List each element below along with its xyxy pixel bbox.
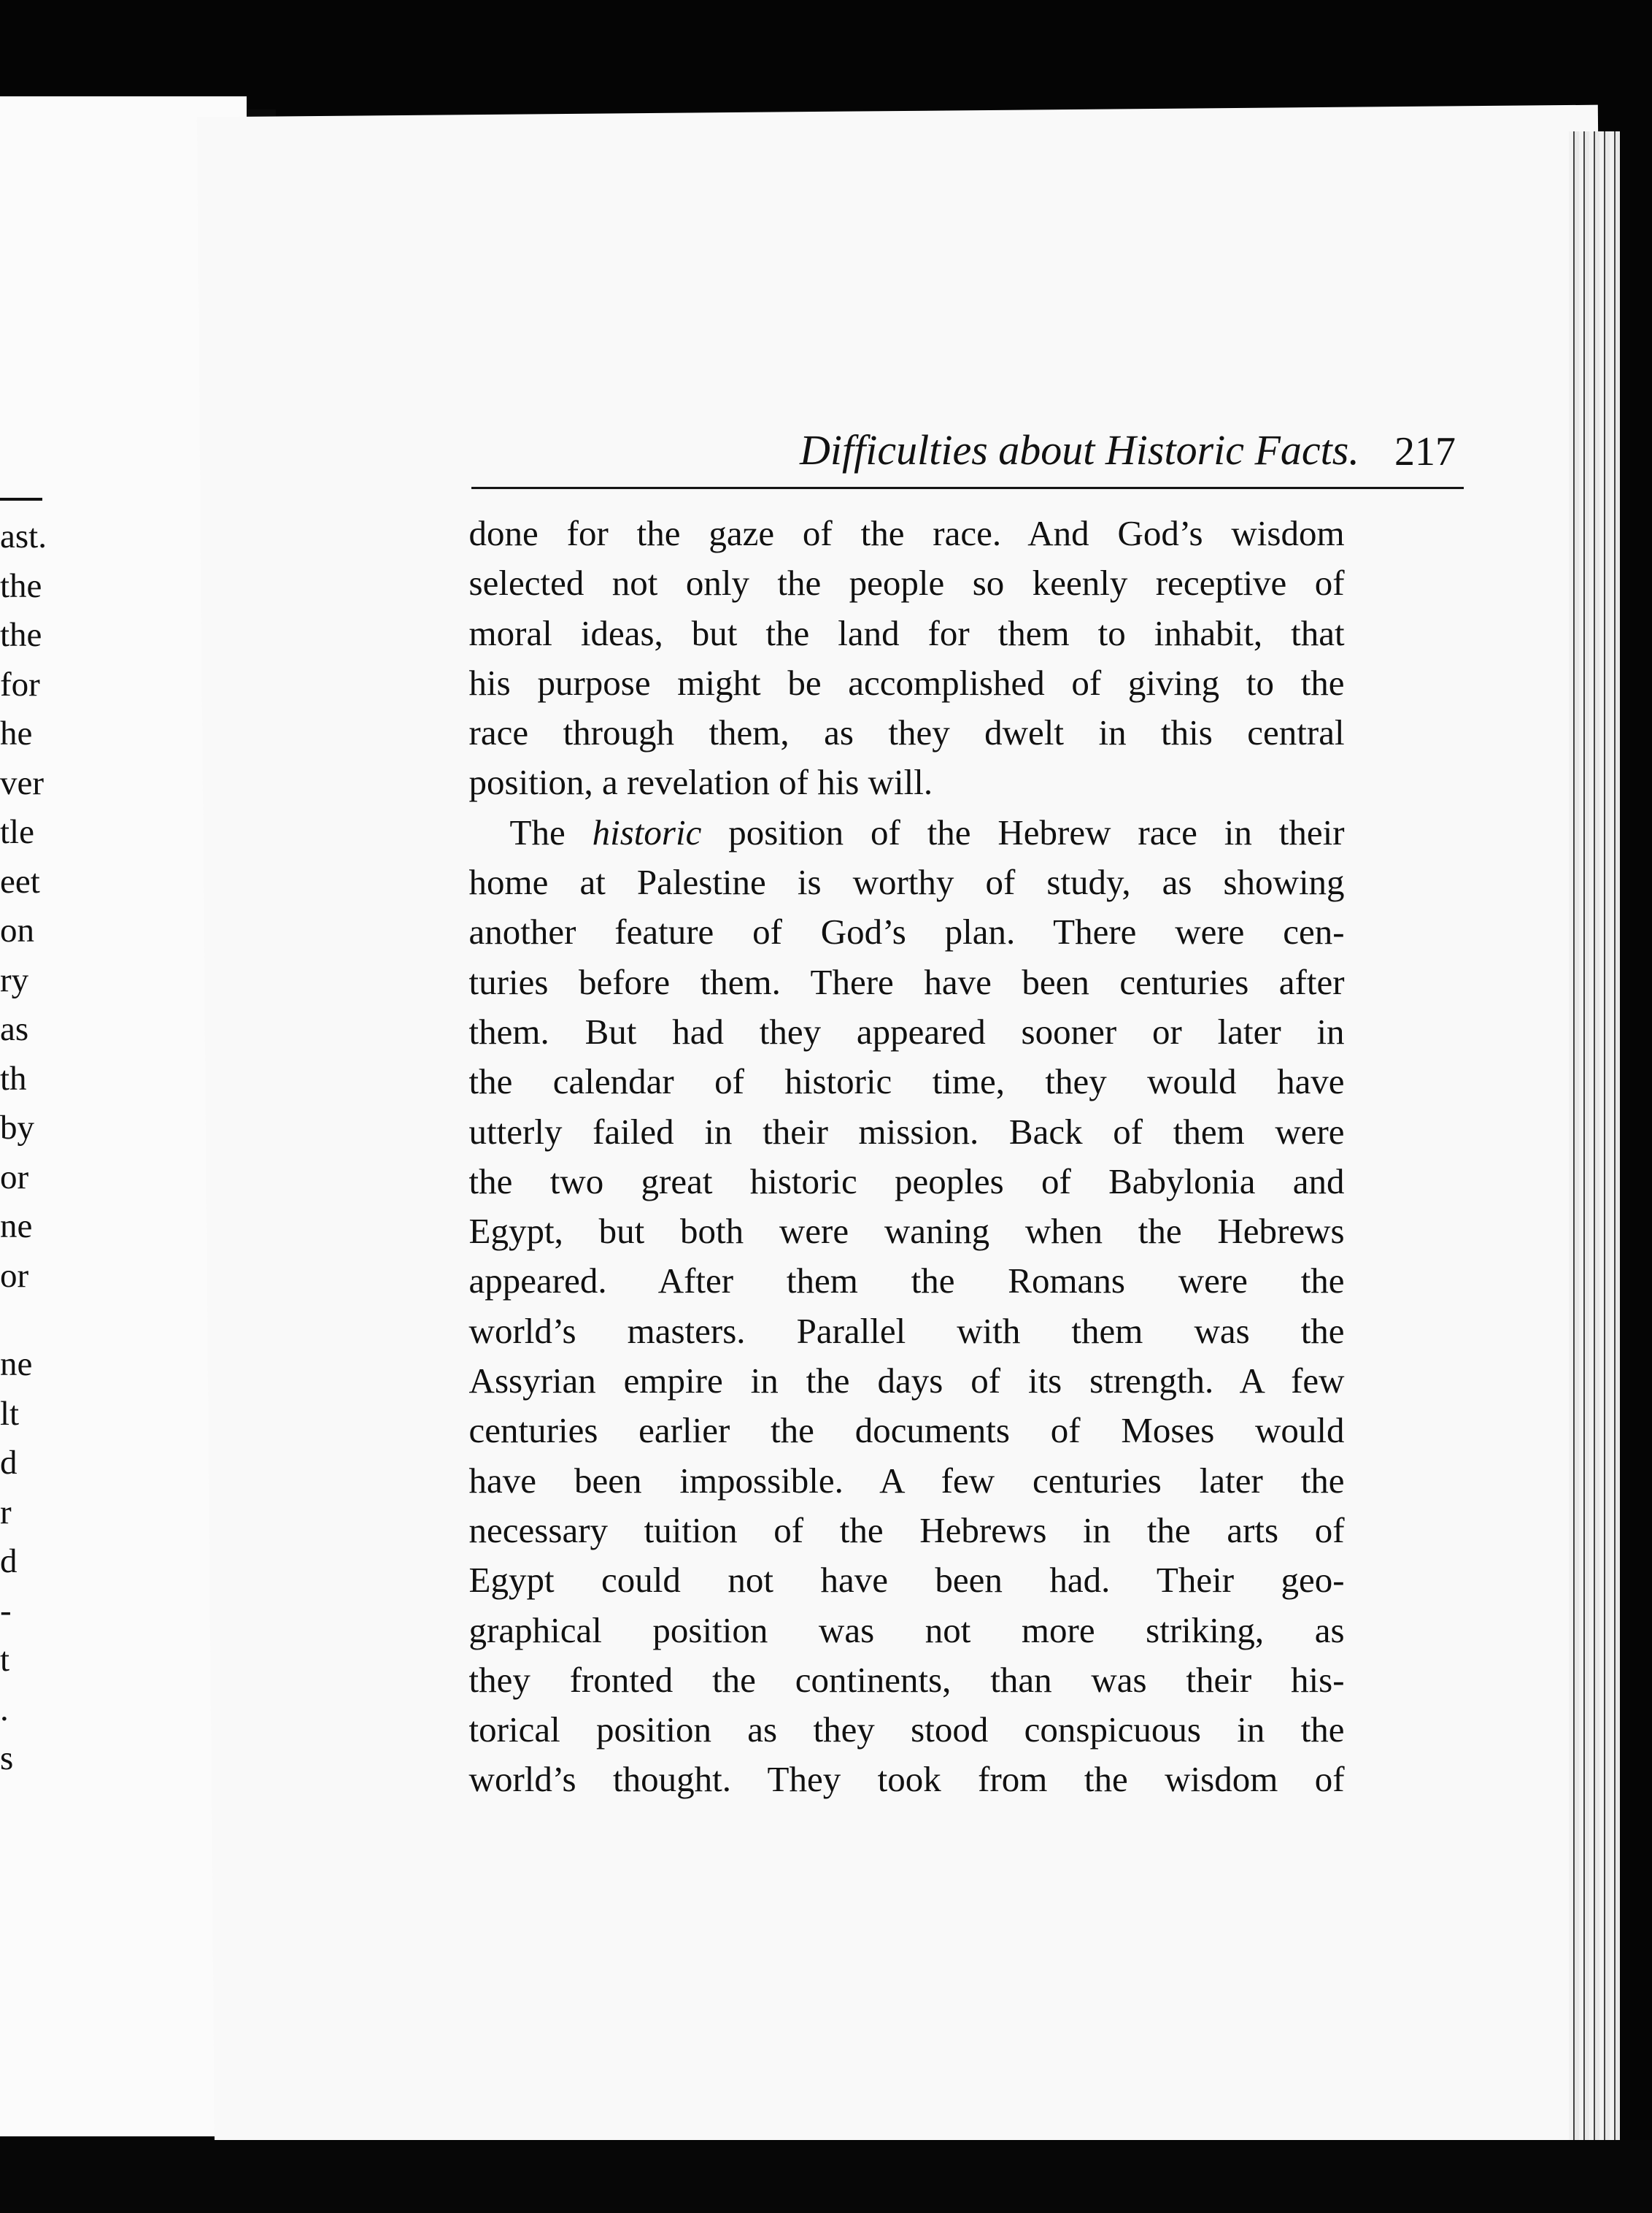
left-fragment: d (0, 1542, 18, 1580)
left-fragment: ne (0, 1345, 33, 1383)
left-fragment: ne (0, 1207, 33, 1245)
left-fragment: - (0, 1591, 12, 1630)
text-line: moral ideas, but the land for them to inhabit, that (468, 612, 1345, 653)
left-fragment: or (0, 1256, 29, 1295)
left-fragment: r (0, 1493, 12, 1531)
running-head (471, 426, 1493, 499)
left-fragment: by (0, 1109, 34, 1147)
text-line: necessary tuition of the Hebrews in the arts of (468, 1510, 1345, 1551)
text-line: another feature of God’s plan. There were cen- (468, 912, 1345, 952)
text-line: his purpose might be accomplished of giving to the (468, 663, 1345, 704)
paragraph-opening-line (469, 808, 1345, 858)
left-fragment: lt (0, 1394, 20, 1433)
text-line: position, a revelation of his will. (468, 762, 933, 803)
text-line: selected not only the people so keenly receptive of (468, 563, 1345, 604)
body-text (469, 509, 1345, 1805)
left-fragment: for (0, 665, 40, 704)
text-line: have been impossible. A few centuries later the (468, 1460, 1345, 1501)
para-lead-rest: position of the Hebrew race in their (728, 812, 1345, 853)
left-fragment: d (0, 1444, 18, 1482)
left-fragment: tle (0, 813, 34, 851)
text-line: them. But had they appeared sooner or later in (468, 1012, 1345, 1052)
left-fragment: . (0, 1690, 9, 1728)
left-fragment: eet (0, 862, 40, 901)
text-line: torical position as they stood conspicuous in the (468, 1709, 1345, 1750)
header-rule (471, 487, 1464, 489)
text-line: world’s masters. Parallel with them was the (468, 1310, 1345, 1351)
text-line: appeared. After them the Romans were the (468, 1261, 1345, 1301)
text-line: graphical position was not more striking, as (468, 1609, 1345, 1650)
text-line: Egypt, but both were waning when the Hebrews (468, 1211, 1345, 1252)
left-fragment: ver (0, 763, 45, 802)
left-fragment: th (0, 1059, 27, 1098)
italic-word: historic (592, 812, 702, 853)
left-fragment: ast. (0, 517, 47, 555)
left-fragment: as (0, 1010, 29, 1048)
text-line: the calendar of historic time, they would have (468, 1061, 1345, 1102)
left-fragment: t (0, 1641, 10, 1679)
scan-background (0, 2140, 1652, 2213)
text-line: utterly failed in their mission. Back of them were (468, 1111, 1345, 1152)
text-line: world’s thought. They took from the wisdom of (468, 1759, 1345, 1800)
page-edges (1569, 131, 1620, 2146)
text-line: turies before them. There have been centuries after (468, 961, 1345, 1002)
left-page-rule (0, 498, 42, 501)
left-fragment: s (0, 1739, 14, 1777)
text-line: centuries earlier the documents of Moses would (468, 1410, 1345, 1451)
left-fragment: the (0, 616, 42, 654)
left-page-text-fragments (0, 512, 58, 1784)
left-fragment: ry (0, 961, 29, 999)
text-line: home at Palestine is worthy of study, as showing (468, 862, 1345, 903)
para-lead-word: The (509, 812, 566, 853)
left-fragment: the (0, 566, 42, 605)
page-number: 217 (1394, 429, 1456, 475)
text-line: done for the gaze of the race. And God’s wisdom (468, 513, 1345, 554)
left-fragment: or (0, 1158, 29, 1196)
running-head-title: Difficulties about Historic Facts. (800, 426, 1359, 474)
right-page (197, 105, 1616, 2154)
text-line: Assyrian empire in the days of its strength. A few (468, 1360, 1345, 1401)
left-fragment: on (0, 912, 34, 950)
text-line: Egypt could not have been had. Their geo- (468, 1560, 1345, 1601)
text-line: they fronted the continents, than was their his- (468, 1660, 1345, 1701)
text-line: race through them, as they dwelt in this central (468, 712, 1345, 753)
text-line: the two great historic peoples of Babylonia and (468, 1161, 1345, 1202)
left-fragment: he (0, 715, 33, 753)
